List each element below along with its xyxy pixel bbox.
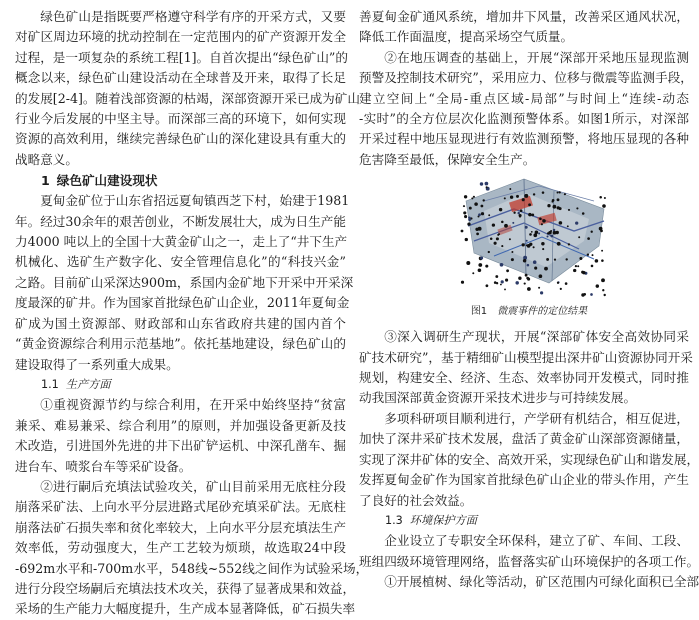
body-line: 开采过程中地压显现进行有效监测预警，将地压显现的各种 bbox=[359, 131, 689, 147]
event-dot bbox=[576, 208, 578, 210]
event-dot bbox=[472, 273, 474, 275]
event-dot bbox=[528, 204, 531, 207]
event-dot bbox=[547, 236, 549, 238]
event-dot bbox=[504, 289, 506, 291]
event-dot bbox=[599, 196, 602, 199]
event-dot bbox=[544, 267, 548, 271]
event-dot bbox=[485, 182, 489, 186]
event-dot bbox=[541, 242, 544, 245]
event-dot bbox=[475, 228, 478, 231]
event-dot bbox=[494, 282, 497, 285]
section-title: 绿色矿山建设现状 bbox=[56, 173, 158, 189]
event-dot bbox=[520, 210, 523, 213]
event-dot bbox=[526, 245, 528, 247]
intro-line: 绿色矿山是指既要严格遵守科学有序的开采方式，又要 bbox=[40, 9, 346, 24]
body-line: 危害降至最低，保障安全生产。 bbox=[359, 151, 536, 167]
event-dot bbox=[523, 259, 526, 262]
event-dot bbox=[568, 244, 570, 246]
event-dot bbox=[501, 281, 504, 284]
event-dot bbox=[557, 282, 559, 284]
event-dot bbox=[500, 263, 504, 267]
event-dot bbox=[486, 186, 488, 188]
event-dot bbox=[557, 199, 560, 202]
body-line: 多项科研项目顺利进行，产学研有机结合，相互促进， bbox=[384, 410, 689, 426]
body-line: 夏甸金矿位于山东省招远夏甸镇西芝下村，始建于1981 bbox=[40, 193, 350, 209]
event-dot bbox=[518, 277, 521, 280]
event-dot bbox=[512, 222, 514, 224]
body-line: 机械化、选矿生产数字化、安全管理信息化”的“科技兴金” bbox=[15, 254, 346, 270]
event-dot bbox=[504, 198, 506, 200]
event-dot bbox=[542, 219, 546, 223]
body-line: 发挥夏甸金矿作为国家首批绿色矿山企业的带头作用，产生 bbox=[359, 472, 689, 488]
event-dot bbox=[539, 275, 543, 279]
body-line: 建立空间上“全局-重点区域-局部”与时间上“连续-动态 bbox=[359, 90, 689, 106]
event-dot bbox=[511, 251, 513, 253]
event-dot bbox=[601, 250, 603, 252]
body-line: 矿技术研究”，基于精细矿山模型提出深井矿山资源协同开采 bbox=[359, 349, 693, 365]
event-dot bbox=[533, 193, 535, 195]
body-line: ①重视资源节约与综合利用，在开采中始终坚持“贫富 bbox=[40, 397, 346, 413]
event-dot bbox=[480, 183, 483, 186]
event-dot bbox=[467, 223, 470, 226]
event-dot bbox=[481, 212, 484, 215]
body-line: 加快了深井采矿技术发展，盘活了黄金矿山深部资源储量， bbox=[359, 431, 689, 447]
intro-line: 战略意义。 bbox=[15, 151, 78, 167]
event-dot bbox=[478, 214, 481, 217]
event-dot bbox=[591, 265, 594, 268]
body-line: 动我国深部黄金资源开采技术进步与可持续发展。 bbox=[359, 390, 637, 406]
event-dot bbox=[529, 233, 532, 236]
event-dot bbox=[527, 264, 530, 267]
intro-line: 对矿区周边环境的扰动控制在一定范围内的矿产资源开发全 bbox=[15, 29, 346, 45]
event-dot bbox=[559, 192, 561, 194]
event-dot bbox=[578, 237, 580, 239]
event-dot bbox=[480, 257, 483, 260]
event-dot bbox=[579, 257, 582, 260]
event-dot bbox=[587, 254, 589, 256]
figure-number: 图1 bbox=[470, 306, 488, 318]
body-line: 规划，构建安全、经济、生态、效率协同开发模式，同时推 bbox=[359, 370, 689, 386]
subsection-number: 1.1 bbox=[41, 377, 59, 391]
figure-caption bbox=[359, 303, 689, 321]
event-dot bbox=[463, 205, 465, 207]
body-line: 降低工作面温度，提高采场空气质量。 bbox=[359, 29, 574, 45]
event-dot bbox=[522, 244, 525, 247]
event-dot bbox=[509, 238, 511, 240]
event-dot bbox=[538, 287, 540, 289]
event-dot bbox=[533, 261, 537, 265]
subsection-title: 环境保护方面 bbox=[409, 513, 477, 527]
body-line: 了良好的社会效益。 bbox=[359, 492, 473, 508]
event-dot bbox=[464, 215, 467, 218]
event-dot bbox=[602, 204, 606, 208]
section-number: 1 bbox=[41, 173, 50, 189]
event-dot bbox=[494, 242, 497, 245]
event-dot bbox=[463, 212, 466, 215]
event-dot bbox=[517, 212, 519, 214]
event-dot bbox=[506, 270, 509, 273]
event-dot bbox=[552, 201, 554, 203]
event-dot bbox=[577, 266, 579, 268]
event-dot bbox=[596, 285, 599, 288]
event-dot bbox=[515, 281, 518, 284]
event-dot bbox=[496, 238, 499, 241]
event-dot bbox=[524, 283, 526, 285]
figure-1 bbox=[359, 171, 689, 303]
body-line: 之路。目前矿山采深达900m，系国内金矿地下开采中开采深 bbox=[15, 274, 354, 290]
event-dot bbox=[566, 258, 568, 260]
event-dot bbox=[464, 195, 467, 198]
event-dot bbox=[559, 221, 563, 225]
event-dot bbox=[564, 193, 566, 195]
event-dot bbox=[583, 293, 586, 296]
event-dot bbox=[604, 197, 606, 199]
section-heading-1 bbox=[15, 170, 346, 191]
body-line: 班组四级环境管理网络，监督落实矿山环境保护的各项工作。 bbox=[359, 553, 699, 569]
event-dot bbox=[565, 283, 568, 286]
event-dot bbox=[533, 247, 535, 249]
event-dot bbox=[499, 208, 502, 211]
body-line: 善夏甸金矿通风系统，增加井下风量，改善采区通风状况， bbox=[359, 9, 689, 24]
event-dot bbox=[465, 238, 468, 241]
event-dot bbox=[497, 234, 499, 236]
body-line: ①开展植树、绿化等活动，矿区范围内可绿化面积已全部 bbox=[384, 574, 699, 590]
event-dot bbox=[486, 285, 489, 288]
event-dot bbox=[568, 209, 570, 211]
event-dot bbox=[505, 279, 508, 282]
body-line: ②在地压调查的基础上，开展“深部开采地压显现监测 bbox=[384, 49, 689, 65]
event-dot bbox=[534, 267, 537, 270]
event-dot bbox=[478, 263, 482, 267]
body-line: 进台车、喷浆台车等采矿设备。 bbox=[15, 458, 192, 474]
event-dot bbox=[473, 196, 475, 198]
event-dot bbox=[522, 198, 525, 201]
intro-line: 概念以来，绿色矿山建设活动在全球普及开来，取得了长足 bbox=[15, 70, 346, 86]
event-dot bbox=[540, 292, 543, 295]
event-dot bbox=[590, 293, 593, 296]
event-dot bbox=[582, 212, 585, 215]
event-dot bbox=[591, 231, 593, 233]
event-dot bbox=[488, 215, 490, 217]
event-dot bbox=[567, 226, 569, 228]
body-line: 兼采、难易兼采、综合利用”的原则，并加强设备更新及技 bbox=[15, 417, 346, 433]
event-dot bbox=[466, 261, 470, 265]
event-dot bbox=[528, 213, 532, 217]
body-line: -实时”的全方位层次化监测预警体系。如图1所示，对深部 bbox=[359, 111, 689, 127]
event-dot bbox=[557, 242, 561, 246]
body-line: 预警及控制技术研究”，采用应力、位移与微震等监测手段， bbox=[359, 70, 693, 86]
body-line: -692m水平和-700m水平，548线~552线之间作为试验采场， bbox=[15, 560, 369, 576]
event-dot bbox=[471, 198, 473, 200]
event-dot bbox=[575, 265, 577, 267]
event-dot bbox=[538, 233, 540, 235]
event-dot bbox=[526, 240, 528, 242]
event-dot bbox=[509, 188, 511, 190]
event-dot bbox=[461, 281, 464, 284]
event-dot bbox=[525, 226, 528, 229]
body-line: 进行分段空场嗣后充填法技术攻关，获得了显著成果和效益， bbox=[15, 580, 356, 596]
event-dot bbox=[592, 254, 594, 256]
event-dot bbox=[504, 224, 508, 228]
subsection-number: 1.3 bbox=[385, 513, 403, 527]
event-dot bbox=[488, 251, 490, 253]
event-dot bbox=[501, 245, 503, 247]
body-line: 实现了深井矿体的安全、高效开采，实现绿色矿山和谐发展， bbox=[359, 451, 699, 467]
event-dot bbox=[481, 205, 484, 208]
subsection-heading-1-3 bbox=[359, 511, 689, 531]
event-dot bbox=[541, 223, 543, 225]
intro-line: 过程，是一项复杂的系统工程[1]。自首次提出“绿色矿山”的 bbox=[15, 49, 348, 65]
event-dot bbox=[560, 288, 562, 290]
event-dot bbox=[601, 260, 604, 263]
event-dot bbox=[511, 258, 514, 261]
event-dot bbox=[483, 199, 485, 201]
event-dot bbox=[542, 192, 545, 195]
subsection-title: 生产方面 bbox=[65, 377, 111, 391]
body-line: 度最深的矿井。作为国家首批绿色矿山企业，2011年夏甸金 bbox=[15, 295, 350, 311]
intro-line: 行业今后发展的中坚主导。而深部三高的环境下，如何实现 bbox=[15, 111, 346, 127]
subsection-heading-1-1 bbox=[15, 375, 346, 395]
event-dot bbox=[553, 231, 557, 235]
event-dot bbox=[531, 214, 534, 217]
body-line: 采场的生产能力大幅度提升，生产成本显著降低，矿石损失率 bbox=[15, 601, 356, 617]
event-dot bbox=[587, 238, 590, 241]
event-dot bbox=[490, 238, 493, 241]
event-dot bbox=[542, 248, 544, 250]
right-column bbox=[359, 7, 699, 593]
body-line: 企业设立了专职安全环保科，建立了矿、车间、工段、 bbox=[384, 533, 689, 549]
intro-line: 的发展[2-4]。随着浅部资源的枯竭，深部资源开采已成为矿山 bbox=[15, 90, 360, 106]
event-dot bbox=[527, 287, 531, 291]
event-dot bbox=[595, 259, 599, 263]
body-line: “黄金资源综合利用示范基地”。依托基地建设，绿色矿山的 bbox=[15, 336, 346, 352]
event-dot bbox=[547, 204, 550, 207]
event-dot bbox=[501, 221, 504, 224]
figure-title: 微震事件的定位结果 bbox=[497, 306, 588, 318]
event-dot bbox=[604, 294, 606, 296]
event-dot bbox=[478, 269, 482, 273]
event-dot bbox=[550, 235, 553, 238]
event-dot bbox=[582, 271, 585, 274]
event-dot bbox=[516, 195, 519, 198]
body-line: 崩落法矿石损失率和贫化率较大，上向水平分层充填法生产 bbox=[15, 519, 346, 535]
event-dot bbox=[539, 218, 542, 221]
event-dot bbox=[601, 279, 605, 283]
event-dot bbox=[485, 265, 488, 268]
event-dot bbox=[523, 256, 527, 260]
event-dot bbox=[500, 284, 502, 286]
body-line: 建设取得了一系列重大成果。 bbox=[15, 356, 179, 372]
event-dot bbox=[524, 194, 528, 198]
event-dot bbox=[476, 233, 479, 236]
event-dot bbox=[525, 274, 528, 277]
body-line: 年。经过30余年的艰苦创业，不断发展壮大，成为日生产能 bbox=[15, 213, 346, 229]
event-dot bbox=[546, 258, 549, 261]
event-dot bbox=[469, 207, 472, 210]
body-line: 效率低，劳动强度大，生产工艺较为烦琐，故选取24中段 bbox=[15, 540, 346, 556]
body-line: 矿成为国土资源部、财政部和山东省政府共建的国内首个 bbox=[15, 315, 346, 331]
intro-line: 资源的高效利用，继续完善绿色矿山的深化建设具有重大的 bbox=[15, 131, 346, 147]
event-dot bbox=[557, 207, 560, 210]
event-dot bbox=[519, 214, 522, 217]
event-dot bbox=[553, 229, 555, 231]
event-dot bbox=[554, 259, 556, 261]
event-dot bbox=[513, 212, 515, 214]
body-line: ③深入调研生产现状，开展“深部矿体安全高效协同采 bbox=[384, 329, 689, 345]
event-dot bbox=[557, 192, 559, 194]
body-line: ②进行嗣后充填法试验攻关，矿山目前采用无底柱分段 bbox=[40, 478, 346, 494]
body-line: 崩落采矿法、上向水平分层进路式尾砂充填采矿法。无底柱 bbox=[15, 499, 346, 515]
event-dot bbox=[531, 231, 533, 233]
event-dot bbox=[553, 205, 557, 209]
microseismic-3d-model bbox=[454, 171, 614, 301]
event-dot bbox=[535, 231, 539, 235]
event-dot bbox=[575, 222, 578, 225]
event-dot bbox=[602, 289, 604, 291]
event-dot bbox=[468, 217, 471, 220]
event-dot bbox=[492, 224, 495, 227]
event-dot bbox=[529, 243, 532, 246]
body-line: 术改造，引进国外先进的井下出矿铲运机、中深孔凿车、掘 bbox=[15, 438, 346, 454]
event-dot bbox=[599, 227, 603, 231]
event-dot bbox=[573, 269, 576, 272]
event-dot bbox=[510, 196, 513, 199]
event-dot bbox=[495, 275, 498, 278]
event-dot bbox=[526, 277, 529, 280]
event-dot bbox=[550, 230, 552, 232]
body-line: 力4000 吨以上的全国十大黄金矿山之一，走上了“井下生产 bbox=[15, 234, 348, 250]
left-column bbox=[15, 7, 369, 620]
event-dot bbox=[461, 230, 464, 233]
event-dot bbox=[474, 203, 478, 207]
